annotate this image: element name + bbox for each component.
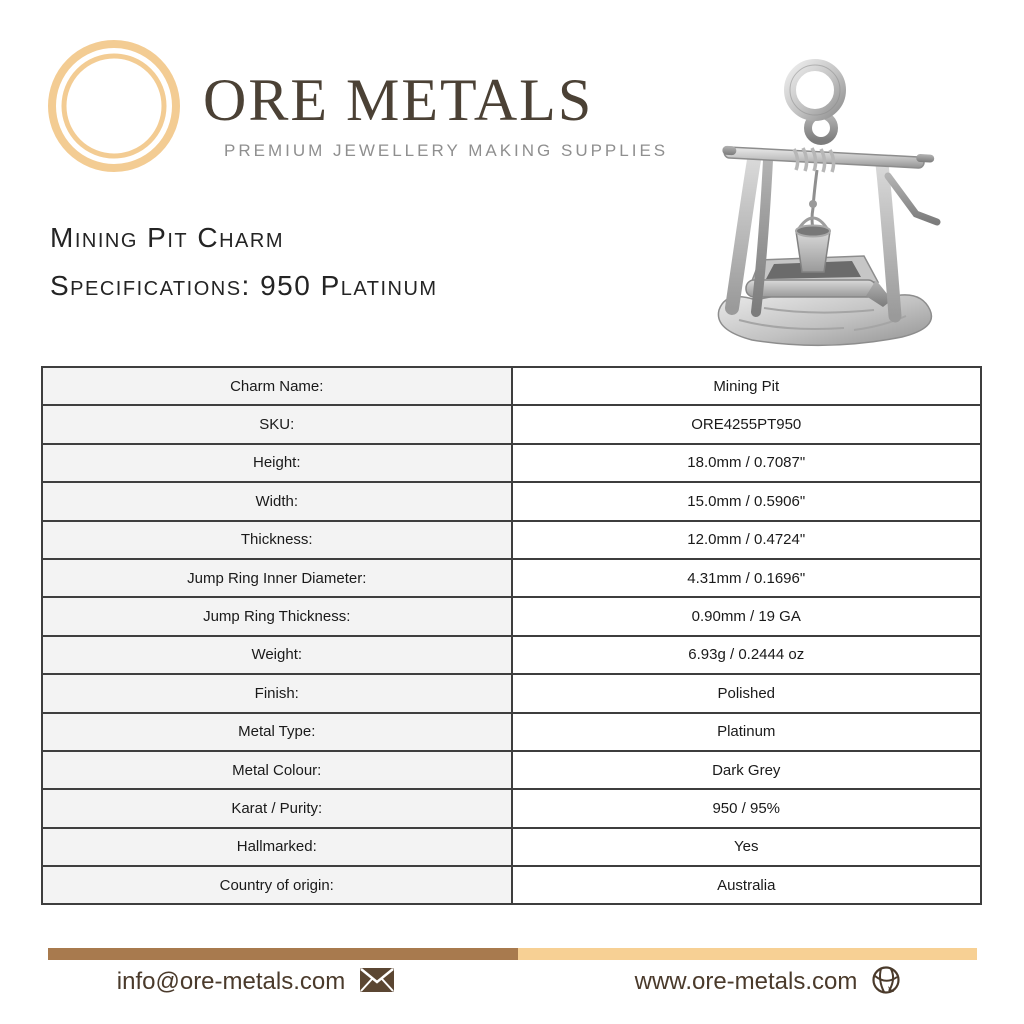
footer-bar-gold-segment xyxy=(518,948,977,960)
spec-value-cell: 18.0mm / 0.7087" xyxy=(512,444,982,482)
table-row xyxy=(42,636,981,674)
spec-table xyxy=(41,366,982,905)
spec-label-cell: Weight: xyxy=(42,636,512,674)
spec-value-cell: Mining Pit xyxy=(512,367,982,405)
spec-label-cell: Height: xyxy=(42,444,512,482)
table-row xyxy=(42,405,981,443)
spec-label-cell: Thickness: xyxy=(42,521,512,559)
spec-label-cell: Karat / Purity: xyxy=(42,789,512,827)
spec-value-cell: 15.0mm / 0.5906" xyxy=(512,482,982,520)
spec-label-cell: Metal Type: xyxy=(42,713,512,751)
spec-value-cell: 0.90mm / 19 GA xyxy=(512,597,982,635)
spec-value-cell: Dark Grey xyxy=(512,751,982,789)
spec-value-cell: 12.0mm / 0.4724" xyxy=(512,521,982,559)
spec-value-cell: Platinum xyxy=(512,713,982,751)
table-row xyxy=(42,521,981,559)
table-row xyxy=(42,713,981,751)
spec-label-cell: Width: xyxy=(42,482,512,520)
spec-label-cell: Metal Colour: xyxy=(42,751,512,789)
spec-label-cell: SKU: xyxy=(42,405,512,443)
envelope-icon xyxy=(359,967,395,998)
table-row xyxy=(42,751,981,789)
table-row xyxy=(42,559,981,597)
spec-label-cell: Hallmarked: xyxy=(42,828,512,866)
spec-label-cell: Jump Ring Inner Diameter: xyxy=(42,559,512,597)
table-row xyxy=(42,444,981,482)
footer-contacts xyxy=(0,962,1024,1002)
spec-label-cell: Finish: xyxy=(42,674,512,712)
table-row xyxy=(42,367,981,405)
footer-email-group xyxy=(0,962,512,1002)
globe-icon xyxy=(871,965,901,1000)
spec-value-cell: Yes xyxy=(512,828,982,866)
table-row xyxy=(42,597,981,635)
footer-bar-brown-segment xyxy=(48,948,518,960)
product-title: Mining Pit Charm xyxy=(50,222,284,253)
product-image-mining-pit-charm xyxy=(694,48,956,348)
table-row xyxy=(42,482,981,520)
footer-divider-bar xyxy=(48,948,977,960)
spec-value-cell: 950 / 95% xyxy=(512,789,982,827)
product-subtitle: Specifications: 950 Platinum xyxy=(50,270,438,301)
table-row xyxy=(42,866,981,904)
brand-tagline: PREMIUM JEWELLERY MAKING SUPPLIES xyxy=(224,141,669,160)
spec-label-cell: Country of origin: xyxy=(42,866,512,904)
spec-value-cell: 6.93g / 0.2444 oz xyxy=(512,636,982,674)
footer-website-group xyxy=(512,962,1024,1002)
spec-value-cell: ORE4255PT950 xyxy=(512,405,982,443)
spec-value-cell: Australia xyxy=(512,866,982,904)
table-row xyxy=(42,674,981,712)
spec-label-cell: Jump Ring Thickness: xyxy=(42,597,512,635)
spec-value-cell: Polished xyxy=(512,674,982,712)
website-link[interactable]: www.ore-metals.com xyxy=(634,968,858,995)
spec-label-cell: Charm Name: xyxy=(42,367,512,405)
table-row xyxy=(42,828,981,866)
spec-value-cell: 4.31mm / 0.1696" xyxy=(512,559,982,597)
email-link[interactable]: info@ore-metals.com xyxy=(116,968,346,995)
table-row xyxy=(42,789,981,827)
brand-logo-double-ring-icon xyxy=(47,39,181,173)
brand-name: ORE METALS xyxy=(203,67,594,133)
